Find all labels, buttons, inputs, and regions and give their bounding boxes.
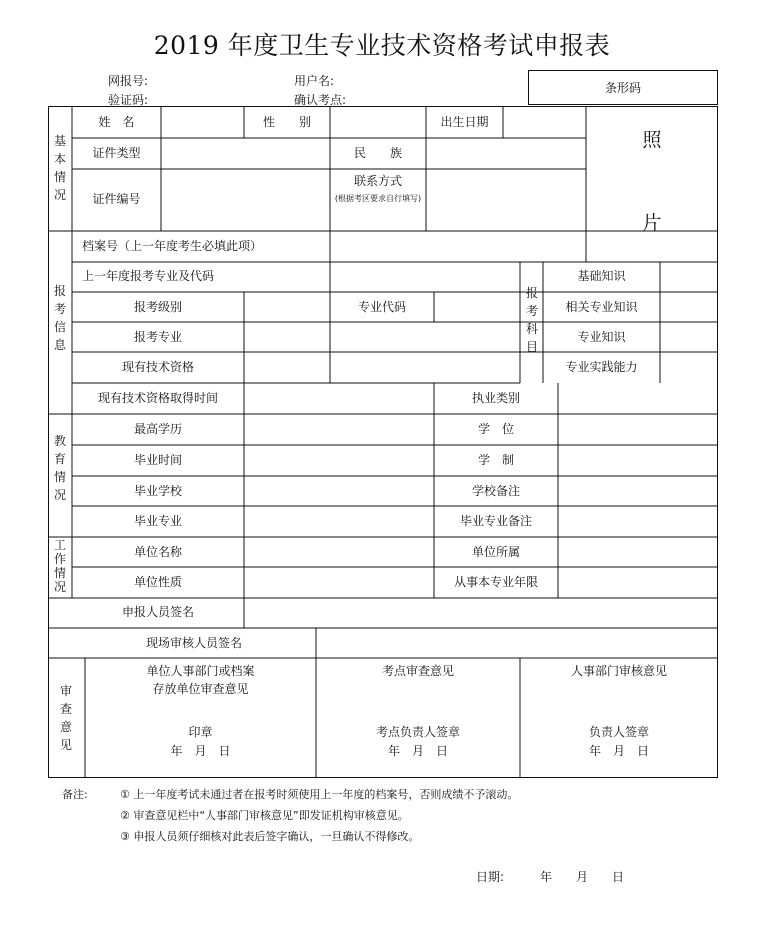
unit-seal-label: 印章: [188, 725, 213, 739]
major-label: 报考专业: [133, 330, 182, 344]
confirm-site-label: 确认考点:: [294, 93, 347, 107]
photo-label-1: 照: [642, 129, 662, 151]
section-review: 审查意见: [59, 684, 72, 752]
section-basic: 基本情况: [53, 134, 66, 202]
username-label: 用户名:: [294, 74, 335, 88]
duration-label: 学 制: [477, 453, 514, 467]
file-no-label: 档案号（上一年度考生必填此项）: [82, 239, 263, 253]
site-review-title: 考点审查意见: [381, 664, 454, 678]
work-years-label: 从事本专业年限: [453, 575, 538, 589]
hr-date-label: 年 月 日: [588, 744, 649, 758]
note-item-1: ① 上一年度考试未通过者在报考时须使用上一年度的档案号，否则成绩不予滚动。: [120, 788, 519, 801]
site-date-label: 年 月 日: [387, 744, 448, 758]
notes-label: 备注:: [62, 788, 88, 801]
qual-time-label: 现有技术资格取得时间: [97, 391, 218, 405]
section-education: 教育情况: [53, 434, 66, 502]
major-code-label: 专业代码: [357, 300, 406, 314]
note-item-2: ② 审查意见栏中“人事部门审核意见”即发证机构审核意见。: [120, 809, 409, 822]
prev-major-label: 上一年度报考专业及代码: [82, 269, 215, 283]
id-no-label: 证件编号: [92, 192, 141, 206]
unit-type-label: 单位性质: [133, 575, 182, 589]
gender-label: 性 别: [262, 115, 311, 129]
degree-label: 学 位: [477, 422, 514, 436]
subject-basic: 基础知识: [577, 269, 626, 283]
school-label: 毕业学校: [133, 484, 182, 498]
site-sign-label: 考点负责人签章: [375, 725, 460, 739]
practice-type-label: 执业类别: [471, 391, 520, 405]
section-subjects: 报考科目: [525, 286, 538, 354]
unit-review-title-2: 存放单位审查意见: [152, 682, 249, 696]
unit-location-label: 单位所属: [471, 545, 520, 559]
hr-review-title: 人事部门审核意见: [570, 664, 667, 678]
unit-review-title-1: 单位人事部门或档案: [146, 664, 255, 678]
current-qual-label: 现有技术资格: [121, 360, 194, 374]
hr-sign-label: 负责人签章: [588, 725, 649, 739]
grad-major-note-label: 毕业专业备注: [459, 514, 532, 528]
highest-edu-label: 最高学历: [133, 422, 182, 436]
school-note-label: 学校备注: [471, 484, 520, 498]
grad-time-label: 毕业时间: [133, 453, 182, 467]
subject-professional: 专业知识: [577, 330, 626, 344]
level-label: 报考级别: [133, 300, 182, 314]
contact-note: (根据考区要求自行填写): [334, 194, 422, 203]
section-exam: 报考信息: [53, 284, 66, 352]
section-work: 工作情况: [53, 538, 66, 594]
ethnicity-label: 民 族: [353, 146, 402, 160]
note-item-3: ③ 申报人员须仔细核对此表后签字确认，一旦确认不得修改。: [120, 830, 420, 843]
application-form: [48, 106, 718, 778]
footer-date: 日期: 年 月 日: [476, 870, 625, 884]
barcode-box: [528, 70, 718, 105]
id-type-label: 证件类型: [92, 146, 141, 160]
subject-practice: 专业实践能力: [565, 360, 638, 374]
grad-major-label: 毕业专业: [133, 514, 182, 528]
photo-label-2: 片: [642, 212, 662, 234]
page-title: 2019 年度卫生专业技术资格考试申报表: [153, 31, 611, 60]
birth-label: 出生日期: [440, 115, 489, 129]
subject-related: 相关专业知识: [565, 300, 638, 314]
contact-label: 联系方式: [353, 174, 402, 188]
unit-date-label: 年 月 日: [170, 744, 231, 758]
name-label: 姓 名: [98, 115, 135, 129]
unit-name-label: 单位名称: [133, 545, 182, 559]
applicant-sign-label: 申报人员签名: [121, 605, 194, 619]
barcode-label: 条形码: [604, 81, 641, 95]
verify-code-label: 验证码:: [108, 93, 149, 107]
onsite-sign-label: 现场审核人员签名: [145, 636, 242, 650]
web-no-label: 网报号:: [108, 74, 149, 88]
